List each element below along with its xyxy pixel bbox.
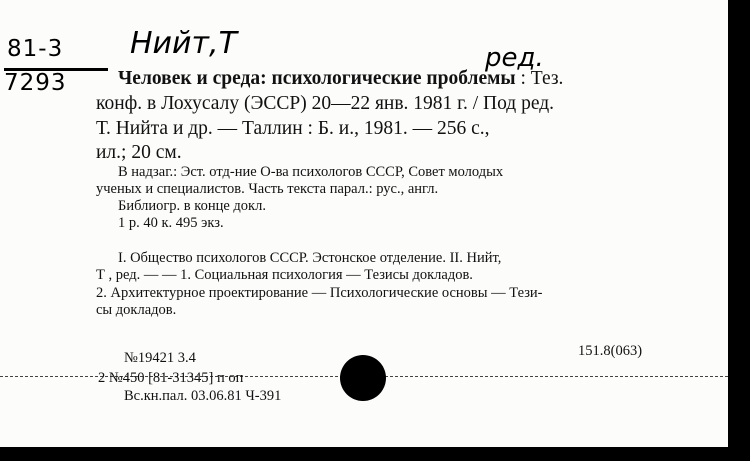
handwritten-shelf-mark: 81-3 xyxy=(7,36,64,62)
handwritten-accession-number: 7293 xyxy=(4,70,67,96)
entry-physical-description: ил.; 20 см. xyxy=(96,142,182,163)
note-line-3: Библиогр. в конце докл. xyxy=(118,198,266,214)
classification-number: 151.8(063) xyxy=(578,343,643,359)
scan-border-right xyxy=(728,0,750,461)
entry-imprint-line: конф. в Лохусалу (ЭССР) 20—22 янв. 1981 г. / Под ред. xyxy=(96,93,555,114)
footer-line-2: 2 №450 [81-31345] п оп xyxy=(98,370,244,386)
entry-title-line xyxy=(118,68,563,90)
footer-line-3: Вс.кн.пал. 03.06.81 Ч-391 xyxy=(124,388,282,404)
tracing-line-1: I. Общество психологов СССР. Эстонское отделение. II. Нийт, xyxy=(118,250,502,266)
scan-border-bottom xyxy=(0,447,750,461)
note-line-2: ученых и специалистов. Часть текста парал.: рус., англ. xyxy=(96,181,439,197)
entry-title-remainder: : Тез. xyxy=(520,68,564,89)
note-price-copies: 1 р. 40 к. 495 экз. xyxy=(118,215,224,231)
tracing-line-4: сы докладов. xyxy=(96,302,177,318)
entry-publication-line: Т. Нийта и др. — Таллин : Б. и., 1981. — 256 с., xyxy=(96,118,490,139)
entry-title: Человек и среда: психологические проблемы xyxy=(118,68,516,89)
punch-hole xyxy=(340,355,386,401)
handwritten-editor-note: ред. xyxy=(485,43,544,73)
tracing-line-2: Т , ред. — — 1. Социальная психология — Тезисы докладов. xyxy=(96,267,473,283)
handwritten-author-heading: Нийт,Т xyxy=(130,26,237,61)
tracing-line-3: 2. Архитектурное проектирование — Психологические основы — Тези- xyxy=(96,285,543,301)
footer-line-1: №19421 3.4 xyxy=(124,350,196,366)
note-line-1: В надзаг.: Эст. отд-ние О-ва психологов СССР, Совет молодых xyxy=(118,164,504,180)
